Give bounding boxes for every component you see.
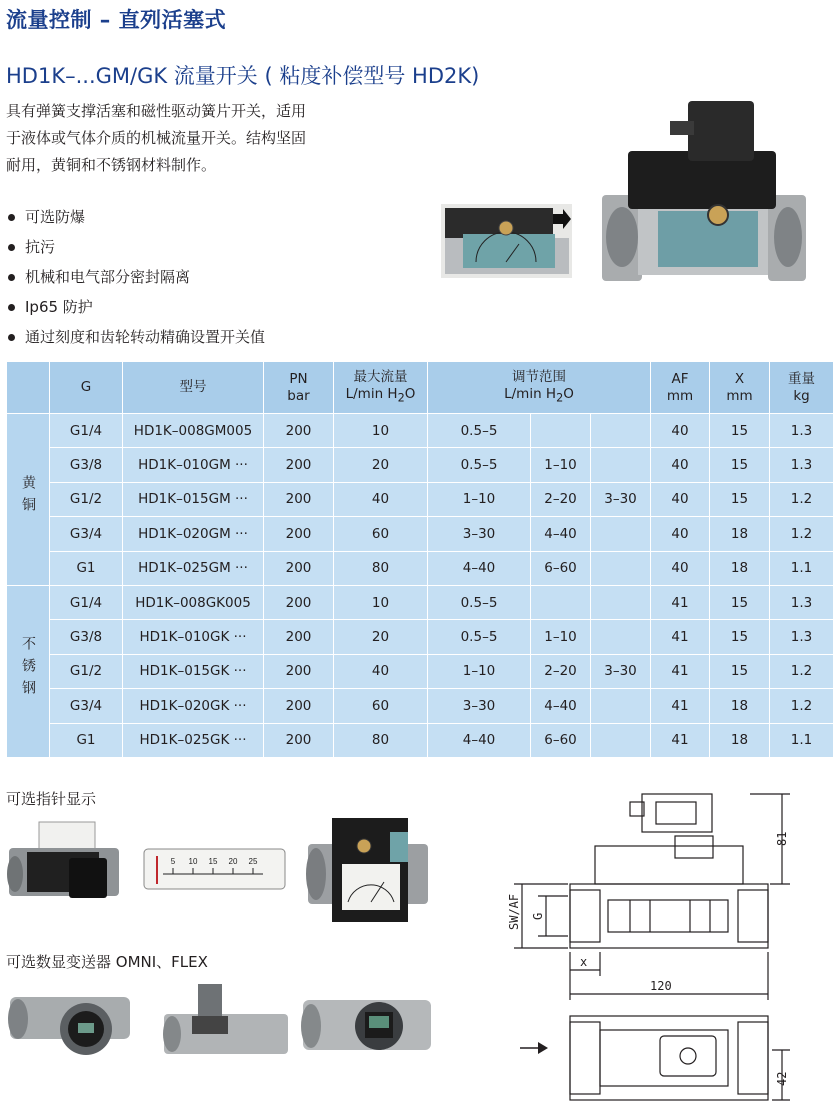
feature-item xyxy=(6,232,265,262)
cell-weight: 1.2 xyxy=(770,517,834,551)
cell-weight: 1.1 xyxy=(770,723,834,757)
dim-sw-af: SW/AF xyxy=(507,893,521,930)
header-weight-label: 重量 xyxy=(788,370,816,387)
table-row xyxy=(7,551,834,585)
feature-text: 通过刻度和齿轮转动精确设置开关值 xyxy=(25,328,266,346)
cell-pn: 200 xyxy=(264,448,334,482)
description-line: 耐用，黄铜和不锈钢材料制作。 xyxy=(6,156,217,174)
scale-label: 20 xyxy=(228,857,238,866)
subhead-transmitter: 可选数显变送器 OMNI、FLEX xyxy=(6,953,208,971)
cell-g: G1/2 xyxy=(50,654,123,688)
header-range xyxy=(428,362,651,414)
header-x xyxy=(710,362,770,414)
cell-range-1: 1–10 xyxy=(428,482,531,516)
cell-model: HD1K–025GM ··· xyxy=(123,551,264,585)
dim-42: 42 xyxy=(775,1071,789,1086)
material-brass xyxy=(7,414,50,586)
cell-weight: 1.2 xyxy=(770,482,834,516)
cell-range-1: 4–40 xyxy=(428,723,531,757)
cell-g: G1/4 xyxy=(50,585,123,619)
cell-model: HD1K–008GM005 xyxy=(123,414,264,448)
section-title: 流量控制 – 直列活塞式 xyxy=(6,8,227,32)
header-x-unit: mm xyxy=(726,387,753,404)
cell-af: 40 xyxy=(651,517,710,551)
header-x-label: X xyxy=(734,370,745,387)
scale-label: 25 xyxy=(248,857,258,866)
cell-range-3 xyxy=(591,448,651,482)
table-row xyxy=(7,689,834,723)
subhead-pointer-display: 可选指针显示 xyxy=(6,790,97,808)
header-weight-unit: kg xyxy=(793,387,810,404)
cell-af: 41 xyxy=(651,689,710,723)
cell-flow: 20 xyxy=(334,448,428,482)
cell-range-3 xyxy=(591,620,651,654)
model-title: HD1K–...GM/GK 流量开关 ( 粘度补偿型号 HD2K) xyxy=(6,64,480,88)
cell-x: 18 xyxy=(710,723,770,757)
cell-x: 18 xyxy=(710,551,770,585)
cell-range-2 xyxy=(531,414,591,448)
technical-drawing xyxy=(490,780,835,1115)
pointer-photo-2 xyxy=(304,806,432,926)
scale-label: 5 xyxy=(170,857,176,866)
cell-af: 40 xyxy=(651,482,710,516)
header-max-flow-unit: L/min H xyxy=(345,385,398,402)
cell-range-2 xyxy=(531,585,591,619)
transmitter-photo-3 xyxy=(299,990,434,1062)
feature-item xyxy=(6,202,265,232)
description-line: 具有弹簧支撑活塞和磁性驱动簧片开关，适用 xyxy=(6,102,307,120)
cell-af: 41 xyxy=(651,620,710,654)
cell-range-1: 0.5–5 xyxy=(428,414,531,448)
cell-pn: 200 xyxy=(264,654,334,688)
cell-g: G1 xyxy=(50,551,123,585)
bullet-icon xyxy=(8,244,15,251)
cell-range-2: 6–60 xyxy=(531,723,591,757)
cell-range-2: 1–10 xyxy=(531,448,591,482)
cell-pn: 200 xyxy=(264,723,334,757)
dim-120: 120 xyxy=(650,979,672,993)
cell-model: HD1K–020GM ··· xyxy=(123,517,264,551)
cell-af: 40 xyxy=(651,551,710,585)
cell-model: HD1K–015GK ··· xyxy=(123,654,264,688)
dim-81: 81 xyxy=(775,831,789,846)
cell-x: 15 xyxy=(710,654,770,688)
description-line: 于液体或气体介质的机械流量开关。结构坚固 xyxy=(6,129,307,147)
header-range-unit-end: O xyxy=(563,385,574,402)
description xyxy=(6,98,398,179)
cell-g: G1/2 xyxy=(50,482,123,516)
switch-detail-photo xyxy=(441,204,572,278)
feature-item xyxy=(6,322,265,352)
header-weight xyxy=(770,362,834,414)
dim-x: x xyxy=(580,955,588,969)
header-g: G xyxy=(50,362,123,414)
flex-transmitter-illustration xyxy=(160,976,292,1066)
cell-model: HD1K–025GK ··· xyxy=(123,723,264,757)
pointer-scale-illustration xyxy=(143,848,286,890)
pointer-scale-photo xyxy=(143,848,286,890)
cell-range-3 xyxy=(591,689,651,723)
cell-range-3 xyxy=(591,585,651,619)
display-transmitter-illustration xyxy=(299,990,434,1062)
cell-g: G3/4 xyxy=(50,689,123,723)
cell-af: 41 xyxy=(651,654,710,688)
cell-range-2: 6–60 xyxy=(531,551,591,585)
feature-text: 机械和电气部分密封隔离 xyxy=(25,268,191,286)
flow-switch-illustration xyxy=(598,95,810,287)
feature-text: 抗污 xyxy=(25,238,56,256)
spec-table xyxy=(6,361,834,758)
cell-weight: 1.2 xyxy=(770,654,834,688)
header-model: 型号 xyxy=(123,362,264,414)
header-range-label: 调节范围 xyxy=(512,368,566,385)
cell-range-2: 1–10 xyxy=(531,620,591,654)
cell-weight: 1.3 xyxy=(770,448,834,482)
cell-weight: 1.2 xyxy=(770,689,834,723)
cell-x: 18 xyxy=(710,517,770,551)
cell-g: G3/8 xyxy=(50,448,123,482)
cell-pn: 200 xyxy=(264,551,334,585)
bullet-icon xyxy=(8,334,15,341)
cell-weight: 1.3 xyxy=(770,414,834,448)
table-row xyxy=(7,723,834,757)
bullet-icon xyxy=(8,304,15,311)
cell-flow: 80 xyxy=(334,551,428,585)
cell-range-3 xyxy=(591,414,651,448)
table-row xyxy=(7,517,834,551)
cell-flow: 10 xyxy=(334,585,428,619)
header-pn xyxy=(264,362,334,414)
cell-pn: 200 xyxy=(264,620,334,654)
cell-x: 15 xyxy=(710,620,770,654)
cell-model: HD1K–008GK005 xyxy=(123,585,264,619)
header-af xyxy=(651,362,710,414)
header-range-unit: L/min H xyxy=(504,385,557,402)
cell-range-2: 4–40 xyxy=(531,689,591,723)
cell-range-2: 2–20 xyxy=(531,654,591,688)
transmitter-photo-2 xyxy=(160,976,292,1066)
cell-weight: 1.1 xyxy=(770,551,834,585)
header-pn-unit: bar xyxy=(287,387,310,404)
transmitter-photo-1 xyxy=(6,983,134,1063)
cell-af: 41 xyxy=(651,723,710,757)
omni-transmitter-illustration xyxy=(6,983,134,1063)
header-max-flow-label: 最大流量 xyxy=(353,368,408,385)
table-row xyxy=(7,482,834,516)
cell-model: HD1K–010GM ··· xyxy=(123,448,264,482)
feature-item xyxy=(6,262,265,292)
cell-range-2: 4–40 xyxy=(531,517,591,551)
feature-item xyxy=(6,292,265,322)
cell-weight: 1.3 xyxy=(770,585,834,619)
cell-model: HD1K–020GK ··· xyxy=(123,689,264,723)
cell-pn: 200 xyxy=(264,482,334,516)
cell-g: G3/8 xyxy=(50,620,123,654)
cell-x: 15 xyxy=(710,482,770,516)
bullet-icon xyxy=(8,274,15,281)
scale-label: 10 xyxy=(188,857,198,866)
cell-af: 40 xyxy=(651,448,710,482)
cell-g: G3/4 xyxy=(50,517,123,551)
cell-range-1: 0.5–5 xyxy=(428,448,531,482)
bullet-icon xyxy=(8,214,15,221)
cell-range-1: 1–10 xyxy=(428,654,531,688)
dimension-drawing xyxy=(490,780,835,1115)
header-max-flow xyxy=(334,362,428,414)
cell-flow: 40 xyxy=(334,654,428,688)
table-row xyxy=(7,414,834,448)
scale-label: 15 xyxy=(208,857,218,866)
header-af-label: AF xyxy=(671,370,689,387)
header-max-flow-sub: 2 xyxy=(397,391,405,405)
table-body xyxy=(7,414,834,758)
cell-flow: 40 xyxy=(334,482,428,516)
cell-model: HD1K–015GM ··· xyxy=(123,482,264,516)
table-row xyxy=(7,654,834,688)
feature-text: Ip65 防护 xyxy=(25,298,93,316)
table-row xyxy=(7,585,834,619)
cell-range-3 xyxy=(591,551,651,585)
pointer-photo-1 xyxy=(5,818,125,908)
cell-flow: 80 xyxy=(334,723,428,757)
table-row xyxy=(7,620,834,654)
cell-flow: 10 xyxy=(334,414,428,448)
cell-range-1: 0.5–5 xyxy=(428,585,531,619)
material-label: 不锈钢 xyxy=(20,636,36,703)
cell-flow: 60 xyxy=(334,517,428,551)
header-max-flow-unit-end: O xyxy=(404,385,416,402)
feature-list xyxy=(6,202,265,352)
cell-model: HD1K–010GK ··· xyxy=(123,620,264,654)
cell-af: 40 xyxy=(651,414,710,448)
cell-pn: 200 xyxy=(264,517,334,551)
cell-range-3: 3–30 xyxy=(591,654,651,688)
cell-range-3 xyxy=(591,723,651,757)
switch-detail-illustration xyxy=(441,204,572,278)
cell-g: G1/4 xyxy=(50,414,123,448)
feature-text: 可选防爆 xyxy=(25,208,86,226)
material-label: 黄铜 xyxy=(20,475,36,520)
cell-range-1: 4–40 xyxy=(428,551,531,585)
header-range-sub: 2 xyxy=(556,391,564,405)
cell-af: 41 xyxy=(651,585,710,619)
dim-g: G xyxy=(531,912,545,920)
cell-range-1: 3–30 xyxy=(428,517,531,551)
cell-range-3 xyxy=(591,517,651,551)
cell-x: 15 xyxy=(710,414,770,448)
cell-range-2: 2–20 xyxy=(531,482,591,516)
cell-flow: 60 xyxy=(334,689,428,723)
material-stainless xyxy=(7,585,50,757)
cell-x: 15 xyxy=(710,448,770,482)
header-af-unit: mm xyxy=(666,387,694,404)
cell-pn: 200 xyxy=(264,585,334,619)
header-pn-label: PN xyxy=(289,370,308,387)
cell-range-1: 3–30 xyxy=(428,689,531,723)
cell-pn: 200 xyxy=(264,689,334,723)
cell-x: 18 xyxy=(710,689,770,723)
header-material xyxy=(7,362,50,414)
product-photo xyxy=(598,95,810,287)
cell-g: G1 xyxy=(50,723,123,757)
cell-pn: 200 xyxy=(264,414,334,448)
table-row xyxy=(7,448,834,482)
table-header-row xyxy=(7,362,834,414)
cell-flow: 20 xyxy=(334,620,428,654)
pointer-gauge-illustration xyxy=(304,806,432,926)
cell-x: 15 xyxy=(710,585,770,619)
pointer-switch-side-illustration xyxy=(5,818,125,908)
cell-range-1: 0.5–5 xyxy=(428,620,531,654)
cell-weight: 1.3 xyxy=(770,620,834,654)
cell-range-3: 3–30 xyxy=(591,482,651,516)
